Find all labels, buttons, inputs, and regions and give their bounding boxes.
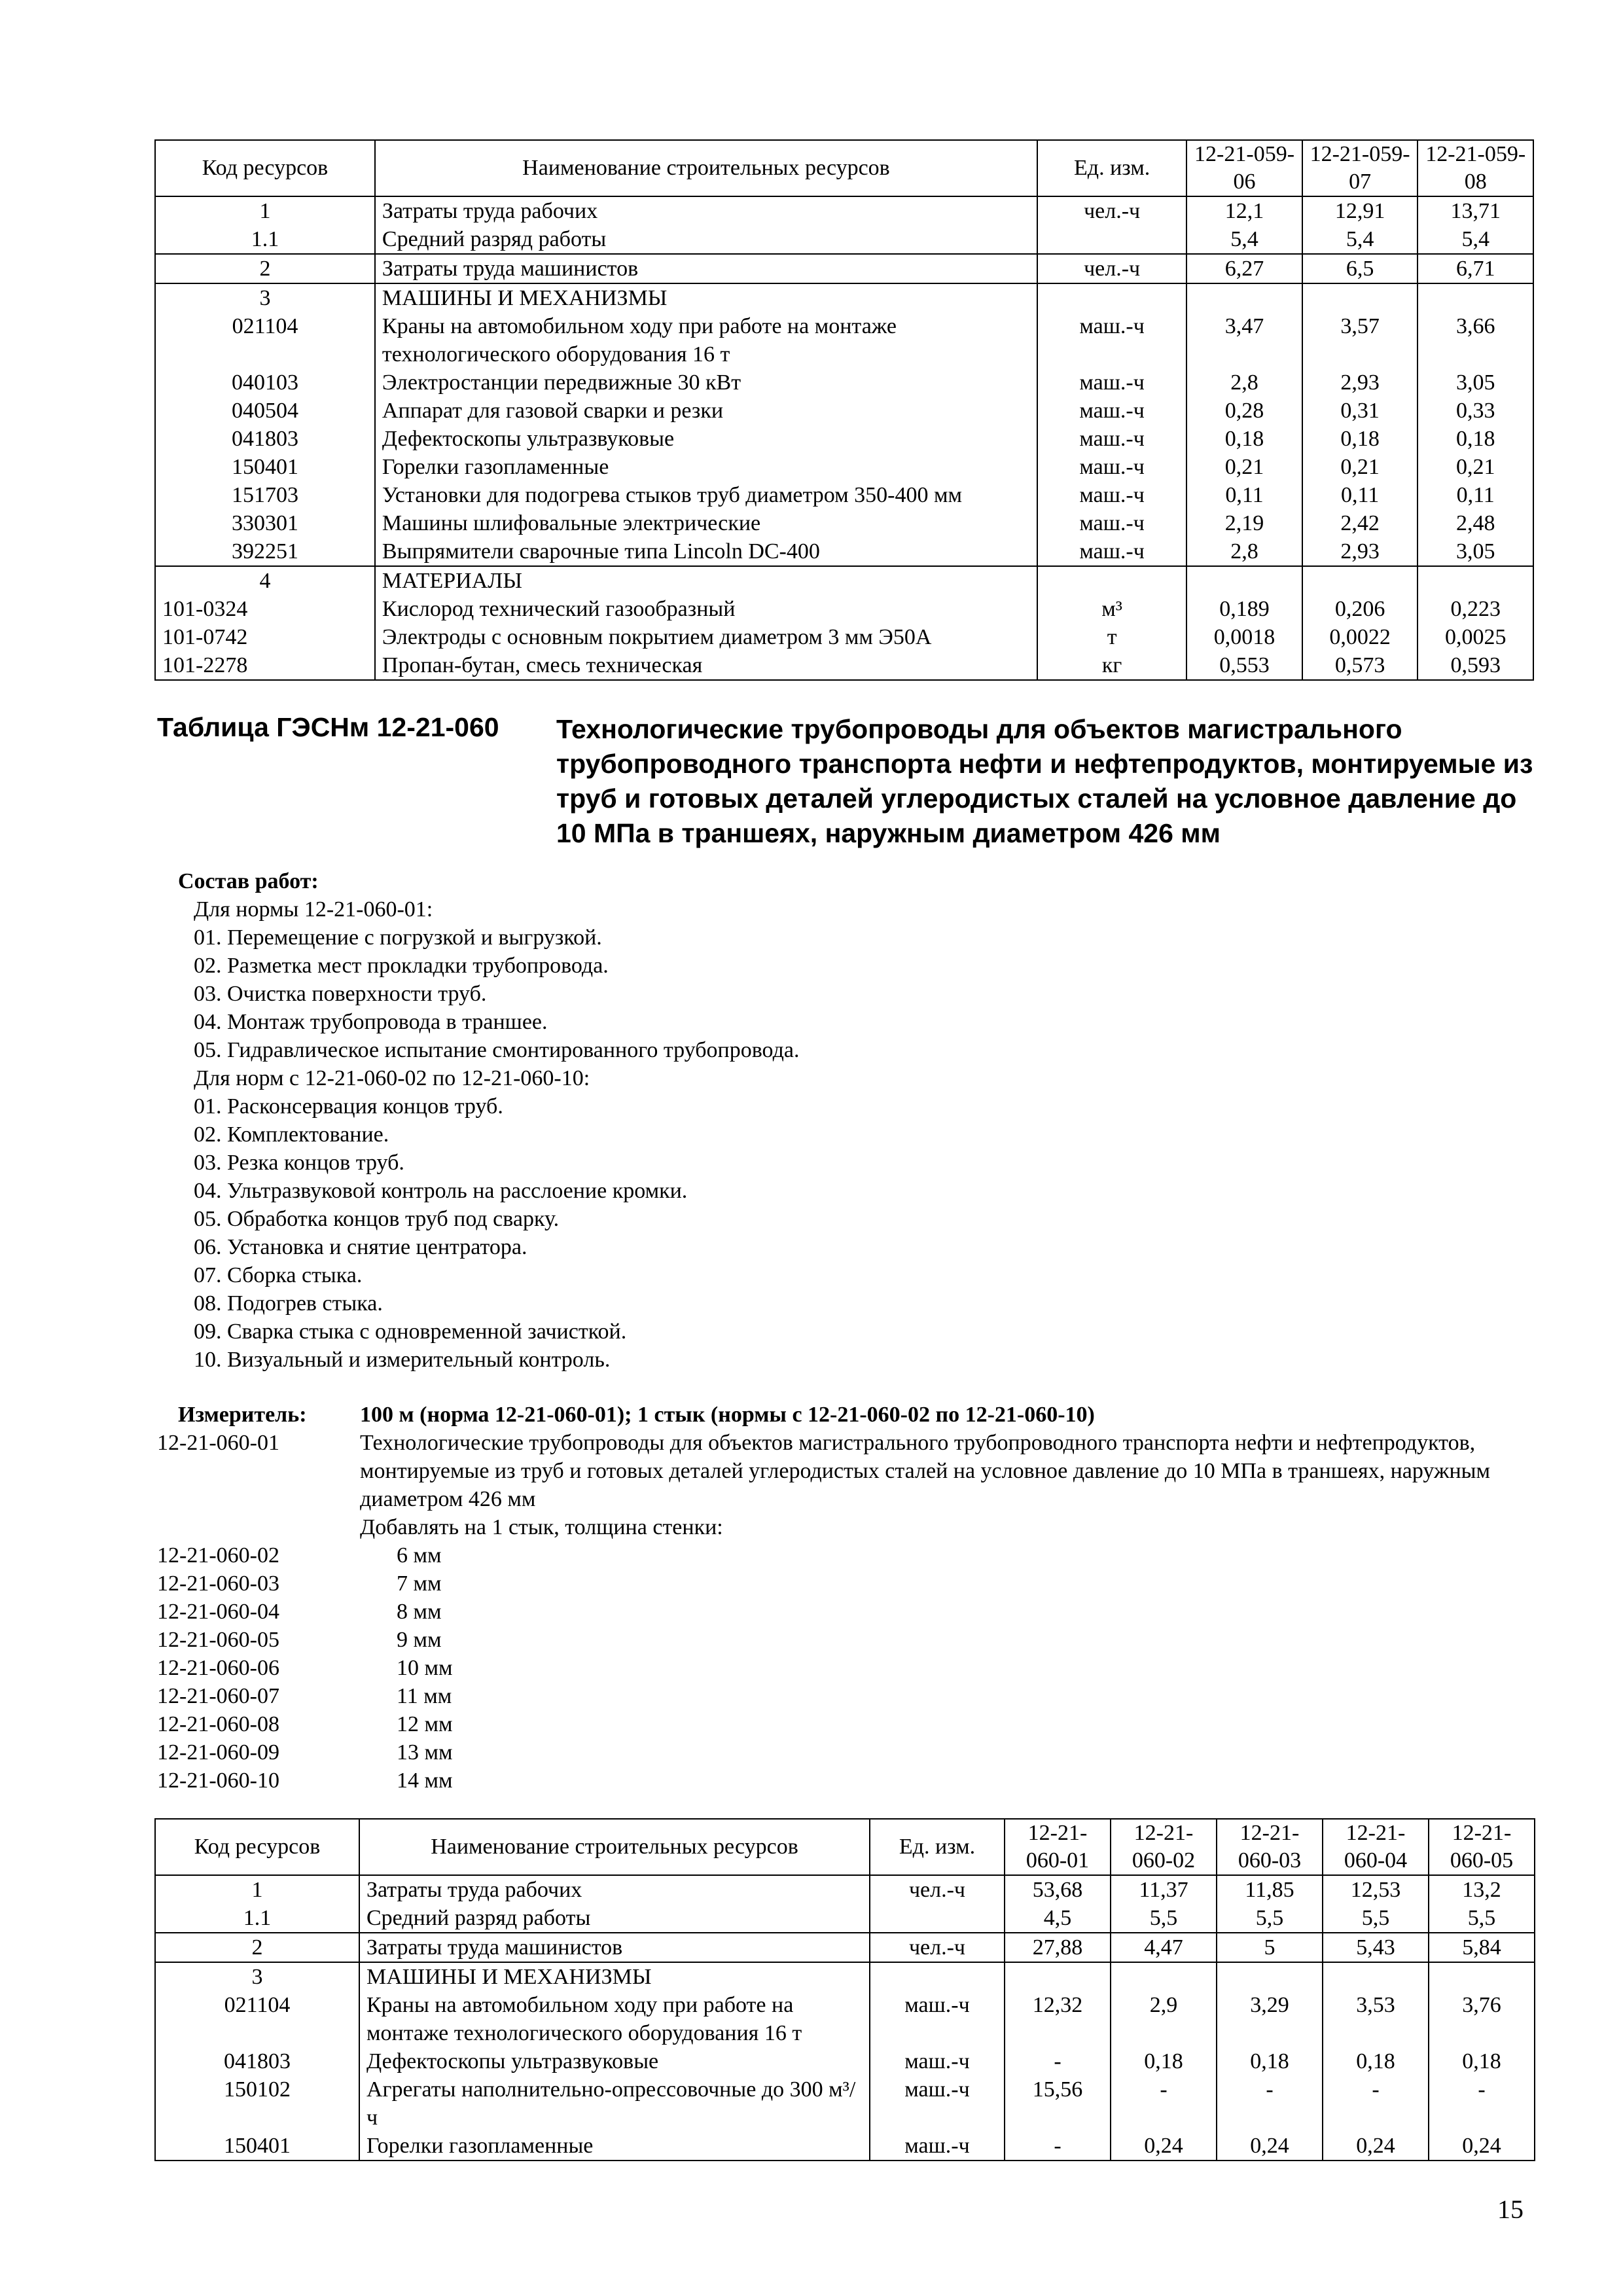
resource-unit: чел.-ч — [1037, 254, 1186, 283]
header-norm: 12-21-059-07 — [1302, 140, 1418, 196]
resource-unit: маш.-ч — [1037, 537, 1186, 566]
resource-code: 150401 — [155, 453, 375, 481]
resource-name: Средний разряд работы — [359, 1904, 870, 1933]
header-unit: Ед. изм. — [1037, 140, 1186, 196]
norm-item-code: 12-21-060-02 — [157, 1543, 279, 1568]
header-norm: 12-21-059-06 — [1186, 140, 1302, 196]
resource-value: 4,5 — [1005, 1904, 1111, 1933]
resource-value: 2,93 — [1302, 537, 1418, 566]
work-line: 05. Обработка концов труб под сварку. — [194, 1207, 560, 1231]
resource-value: 0,21 — [1186, 453, 1302, 481]
resource-value: 0,28 — [1186, 397, 1302, 425]
resource-code: 041803 — [155, 2047, 359, 2075]
table-row — [155, 595, 1533, 623]
work-line: 01. Расконсервация концов труб. — [194, 1094, 503, 1119]
resource-name: Краны на автомобильном ходу при работе на монтаже технологического оборудования 16 т — [375, 312, 1037, 368]
resource-value: - — [1005, 2132, 1111, 2161]
resource-value: 6,71 — [1418, 254, 1533, 283]
norm-item-code: 12-21-060-04 — [157, 1600, 279, 1624]
resource-name: Агрегаты наполнительно-опрессовочные до 300 м³/ч — [359, 2075, 870, 2132]
resource-value: 12,32 — [1005, 1991, 1111, 2047]
resource-value: 3,47 — [1186, 312, 1302, 368]
resource-value: 3,53 — [1323, 1991, 1429, 2047]
resource-value: 0,189 — [1186, 595, 1302, 623]
resource-value: 0,223 — [1418, 595, 1533, 623]
resource-code: 3 — [155, 283, 375, 312]
resource-value: 5,5 — [1217, 1904, 1323, 1933]
resource-code: 101-2278 — [155, 651, 375, 680]
table-row — [155, 1904, 1535, 1933]
resource-value — [1302, 566, 1418, 595]
resource-value: 3,05 — [1418, 537, 1533, 566]
resource-unit: маш.-ч — [1037, 509, 1186, 537]
resource-value: 0,18 — [1302, 425, 1418, 453]
resource-value: 5,4 — [1418, 225, 1533, 254]
table-row — [155, 196, 1533, 225]
resource-value — [1418, 283, 1533, 312]
resource-value: 0,206 — [1302, 595, 1418, 623]
resource-value: 0,18 — [1111, 2047, 1217, 2075]
resources-table-060 — [154, 1818, 1535, 2161]
resource-unit: маш.-ч — [1037, 312, 1186, 368]
header-norm: 12-21-060-05 — [1429, 1819, 1535, 1875]
resource-unit: чел.-ч — [1037, 196, 1186, 225]
resource-value: 2,19 — [1186, 509, 1302, 537]
resource-value: 0,24 — [1217, 2132, 1323, 2161]
work-line: 04. Ультразвуковой контроль на расслоение кромки. — [194, 1179, 688, 1203]
resource-name: Затраты труда рабочих — [375, 196, 1037, 225]
resource-name: Затраты труда машинистов — [359, 1933, 870, 1962]
resource-name: Электростанции передвижные 30 кВт — [375, 368, 1037, 397]
resource-code: 101-0742 — [155, 623, 375, 651]
resource-value: 3,29 — [1217, 1991, 1323, 2047]
resource-name: Установки для подогрева стыков труб диаметром 350-400 мм — [375, 481, 1037, 509]
resource-value: 5,84 — [1429, 1933, 1535, 1962]
resource-name: МАШИНЫ И МЕХАНИЗМЫ — [375, 283, 1037, 312]
resource-value: 3,57 — [1302, 312, 1418, 368]
work-line: Для норм с 12-21-060-02 по 12-21-060-10: — [194, 1066, 590, 1090]
header-norm: 12-21-060-04 — [1323, 1819, 1429, 1875]
resource-value: 12,53 — [1323, 1875, 1429, 1904]
resource-value: 0,33 — [1418, 397, 1533, 425]
work-line: 02. Комплектование. — [194, 1122, 389, 1147]
resource-value — [1418, 566, 1533, 595]
resource-name: Аппарат для газовой сварки и резки — [375, 397, 1037, 425]
resource-code: 392251 — [155, 537, 375, 566]
table-row — [155, 623, 1533, 651]
resource-name: Горелки газопламенные — [359, 2132, 870, 2161]
table-row — [155, 1962, 1535, 1991]
resource-unit: маш.-ч — [870, 2047, 1005, 2075]
table-row — [155, 651, 1533, 680]
resource-code: 1.1 — [155, 1904, 359, 1933]
work-line: 07. Сборка стыка. — [194, 1263, 363, 1287]
resource-value: 11,37 — [1111, 1875, 1217, 1904]
resource-code: 3 — [155, 1962, 359, 1991]
norm-item-code: 12-21-060-08 — [157, 1712, 279, 1736]
resource-name: МАТЕРИАЛЫ — [375, 566, 1037, 595]
resource-value: 5 — [1217, 1933, 1323, 1962]
measure-row — [157, 1401, 1538, 1429]
resource-value: 0,21 — [1418, 453, 1533, 481]
norm-item-thickness: 12 мм — [397, 1712, 453, 1736]
resource-value — [1186, 283, 1302, 312]
resource-value: 0,0018 — [1186, 623, 1302, 651]
work-composition — [178, 867, 799, 1374]
table-header-row — [155, 1819, 1535, 1875]
table-row — [155, 509, 1533, 537]
resource-value: 0,11 — [1186, 481, 1302, 509]
resource-value: 2,93 — [1302, 368, 1418, 397]
resource-value: 15,56 — [1005, 2075, 1111, 2132]
norm-items — [157, 1541, 1538, 1795]
work-composition-heading: Состав работ: — [178, 869, 319, 893]
norm-item-thickness: 14 мм — [397, 1768, 453, 1793]
resource-code: 040103 — [155, 368, 375, 397]
resource-value — [1005, 1962, 1111, 1991]
table-row — [155, 225, 1533, 254]
resource-value: - — [1005, 2047, 1111, 2075]
resource-name: Краны на автомобильном ходу при работе на монтаже технологического оборудования 16 т — [359, 1991, 870, 2047]
table-row — [155, 425, 1533, 453]
work-line: 05. Гидравлическое испытание смонтированного трубопровода. — [194, 1038, 800, 1062]
header-code: Код ресурсов — [155, 1819, 359, 1875]
resource-value: 13,2 — [1429, 1875, 1535, 1904]
table-row — [155, 2132, 1535, 2161]
norm-item-row — [157, 1682, 1538, 1710]
resource-unit: маш.-ч — [1037, 397, 1186, 425]
resource-unit: чел.-ч — [870, 1875, 1005, 1904]
table-row — [155, 453, 1533, 481]
resource-code: 040504 — [155, 397, 375, 425]
norm-item-thickness: 13 мм — [397, 1740, 453, 1765]
resource-value: 0,24 — [1111, 2132, 1217, 2161]
resource-value: 3,05 — [1418, 368, 1533, 397]
resource-value: 0,11 — [1418, 481, 1533, 509]
norm-item-row — [157, 1767, 1538, 1795]
resource-name: Кислород технический газообразный — [375, 595, 1037, 623]
resource-unit: маш.-ч — [1037, 368, 1186, 397]
table-row — [155, 283, 1533, 312]
resource-value: 0,24 — [1323, 2132, 1429, 2161]
resource-unit: маш.-ч — [870, 2075, 1005, 2132]
resource-code: 1.1 — [155, 225, 375, 254]
resource-name: МАШИНЫ И МЕХАНИЗМЫ — [359, 1962, 870, 1991]
resource-name: Выпрямители сварочные типа Lincoln DC-400 — [375, 537, 1037, 566]
table-row — [155, 397, 1533, 425]
table-row — [155, 566, 1533, 595]
resource-value: 2,9 — [1111, 1991, 1217, 2047]
resource-value: 0,593 — [1418, 651, 1533, 680]
table-row — [155, 481, 1533, 509]
resource-value: 4,47 — [1111, 1933, 1217, 1962]
measure-label: Измеритель: — [178, 1403, 307, 1427]
norm-code: 12-21-060-01 — [157, 1431, 279, 1455]
resource-code: 021104 — [155, 1991, 359, 2047]
resource-value: 5,4 — [1186, 225, 1302, 254]
table-header-row — [155, 140, 1533, 196]
resource-value: 0,553 — [1186, 651, 1302, 680]
resource-value — [1323, 1962, 1429, 1991]
norm-item-row — [157, 1541, 1538, 1570]
resource-value: 13,71 — [1418, 196, 1533, 225]
work-line: Для нормы 12-21-060-01: — [194, 897, 433, 922]
norm-item-row — [157, 1570, 1538, 1598]
resource-code: 1 — [155, 1875, 359, 1904]
table-title-text: Технологические трубопроводы для объектов магистрального трубопроводного транспорта нефти и нефтепродуктов, монтируемые из труб и готовых деталей углеродистых сталей на условное давление до 10 МПа в траншеях, наружным диаметром 426 мм — [556, 714, 1533, 848]
resource-value — [1111, 1962, 1217, 1991]
resource-name: Пропан-бутан, смесь техническая — [375, 651, 1037, 680]
table-row — [155, 1875, 1535, 1904]
norm-item-code: 12-21-060-10 — [157, 1768, 279, 1793]
norm-item-thickness: 10 мм — [397, 1656, 453, 1680]
resource-value: 2,8 — [1186, 537, 1302, 566]
resource-unit: маш.-ч — [1037, 453, 1186, 481]
resources-table-059 — [154, 139, 1534, 681]
resource-unit: маш.-ч — [870, 1991, 1005, 2047]
resource-value — [1217, 1962, 1323, 1991]
resource-value: 3,66 — [1418, 312, 1533, 368]
table-row — [155, 1933, 1535, 1962]
norm-row — [157, 1429, 1538, 1541]
resource-value: - — [1111, 2075, 1217, 2132]
resource-value: 0,18 — [1186, 425, 1302, 453]
resource-value: - — [1323, 2075, 1429, 2132]
resource-unit: маш.-ч — [1037, 481, 1186, 509]
norm-item-code: 12-21-060-06 — [157, 1656, 279, 1680]
resource-value: 2,42 — [1302, 509, 1418, 537]
page-number: 15 — [1497, 2195, 1524, 2224]
resource-unit: кг — [1037, 651, 1186, 680]
resource-value: 5,5 — [1323, 1904, 1429, 1933]
resource-value: 2,8 — [1186, 368, 1302, 397]
resource-value: - — [1429, 2075, 1535, 2132]
resource-value: 6,5 — [1302, 254, 1418, 283]
resource-code: 330301 — [155, 509, 375, 537]
resource-value: 0,31 — [1302, 397, 1418, 425]
work-line: 06. Установка и снятие центратора. — [194, 1235, 527, 1259]
resource-name: Электроды с основным покрытием диаметром 3 мм Э50А — [375, 623, 1037, 651]
resource-value — [1429, 1962, 1535, 1991]
resource-value: 6,27 — [1186, 254, 1302, 283]
resource-value: 0,24 — [1429, 2132, 1535, 2161]
header-code: Код ресурсов — [155, 140, 375, 196]
resource-value: 11,85 — [1217, 1875, 1323, 1904]
resource-value: 5,43 — [1323, 1933, 1429, 1962]
resource-unit — [1037, 225, 1186, 254]
resource-value: 5,5 — [1111, 1904, 1217, 1933]
norm-description: Технологические трубопроводы для объектов магистрального трубопроводного транспорта нефти и нефтепродуктов, монтируемые из труб и готовых деталей углеродистых сталей на условное давление до 10 МПа в траншеях, наружным диаметром 426 мм — [360, 1431, 1491, 1511]
resource-unit: чел.-ч — [870, 1933, 1005, 1962]
resource-code: 101-0324 — [155, 595, 375, 623]
resource-unit: маш.-ч — [1037, 425, 1186, 453]
norm-item-thickness: 7 мм — [397, 1571, 442, 1596]
work-line: 04. Монтаж трубопровода в траншее. — [194, 1010, 548, 1034]
work-line: 03. Резка концов труб. — [194, 1151, 404, 1175]
resource-value — [1302, 283, 1418, 312]
table-row — [155, 312, 1533, 368]
resource-unit: т — [1037, 623, 1186, 651]
table-row — [155, 368, 1533, 397]
norm-item-row — [157, 1710, 1538, 1738]
resource-code: 150102 — [155, 2075, 359, 2132]
work-line: 09. Сварка стыка с одновременной зачисткой. — [194, 1319, 627, 1344]
header-norm: 12-21-060-01 — [1005, 1819, 1111, 1875]
norm-item-code: 12-21-060-09 — [157, 1740, 279, 1765]
resource-code: 021104 — [155, 312, 375, 368]
resource-unit — [1037, 283, 1186, 312]
header-name: Наименование строительных ресурсов — [375, 140, 1037, 196]
resource-value: 0,0025 — [1418, 623, 1533, 651]
header-norm: 12-21-060-03 — [1217, 1819, 1323, 1875]
resource-name: Дефектоскопы ультразвуковые — [375, 425, 1037, 453]
resource-value: 27,88 — [1005, 1933, 1111, 1962]
resource-value: 0,18 — [1217, 2047, 1323, 2075]
resource-code: 151703 — [155, 481, 375, 509]
work-line: 10. Визуальный и измерительный контроль. — [194, 1348, 611, 1372]
resource-code: 2 — [155, 254, 375, 283]
resource-name: Средний разряд работы — [375, 225, 1037, 254]
norm-item-code: 12-21-060-07 — [157, 1684, 279, 1708]
resource-value: 0,11 — [1302, 481, 1418, 509]
resource-value: 12,91 — [1302, 196, 1418, 225]
resource-value: 5,4 — [1302, 225, 1418, 254]
resource-value: 0,21 — [1302, 453, 1418, 481]
resource-unit: маш.-ч — [870, 2132, 1005, 2161]
header-name: Наименование строительных ресурсов — [359, 1819, 870, 1875]
resource-name: Машины шлифовальные электрические — [375, 509, 1037, 537]
resource-value: - — [1217, 2075, 1323, 2132]
work-line: 03. Очистка поверхности труб. — [194, 982, 487, 1006]
resource-unit — [870, 1904, 1005, 1933]
norm-item-row — [157, 1654, 1538, 1682]
norm-item-row — [157, 1738, 1538, 1767]
table-row — [155, 2047, 1535, 2075]
resource-unit: м³ — [1037, 595, 1186, 623]
resource-value: 0,0022 — [1302, 623, 1418, 651]
resource-name: Затраты труда рабочих — [359, 1875, 870, 1904]
norm-item-code: 12-21-060-05 — [157, 1628, 279, 1652]
measure-value: 100 м (норма 12-21-060-01); 1 стык (нормы с 12-21-060-02 по 12-21-060-10) — [360, 1403, 1095, 1427]
resource-code: 150401 — [155, 2132, 359, 2161]
table-row — [155, 537, 1533, 566]
resource-value: 0,573 — [1302, 651, 1418, 680]
norm-item-row — [157, 1598, 1538, 1626]
norm-item-thickness: 6 мм — [397, 1543, 442, 1568]
resource-value: 0,18 — [1418, 425, 1533, 453]
measure-section — [157, 1401, 1538, 1795]
resource-value: 0,18 — [1429, 2047, 1535, 2075]
resource-name: Дефектоскопы ультразвуковые — [359, 2047, 870, 2075]
header-norm: 12-21-059-08 — [1418, 140, 1533, 196]
resource-value: 5,5 — [1429, 1904, 1535, 1933]
resource-code: 2 — [155, 1933, 359, 1962]
resource-value: 3,76 — [1429, 1991, 1535, 2047]
norm-item-thickness: 11 мм — [397, 1684, 452, 1708]
table-row — [155, 1991, 1535, 2047]
header-unit: Ед. изм. — [870, 1819, 1005, 1875]
table-row — [155, 2075, 1535, 2132]
resource-value: 0,18 — [1323, 2047, 1429, 2075]
resource-name: Горелки газопламенные — [375, 453, 1037, 481]
resource-code: 1 — [155, 196, 375, 225]
norm-add-text: Добавлять на 1 стык, толщина стенки: — [360, 1515, 723, 1539]
resource-value: 2,48 — [1418, 509, 1533, 537]
resource-unit — [1037, 566, 1186, 595]
resource-code: 041803 — [155, 425, 375, 453]
resource-unit — [870, 1962, 1005, 1991]
norm-item-thickness: 9 мм — [397, 1628, 442, 1652]
resource-value — [1186, 566, 1302, 595]
resource-name: Затраты труда машинистов — [375, 254, 1037, 283]
work-line: 02. Разметка мест прокладки трубопровода. — [194, 954, 609, 978]
resource-value: 53,68 — [1005, 1875, 1111, 1904]
table-row — [155, 254, 1533, 283]
resource-value: 12,1 — [1186, 196, 1302, 225]
work-line: 01. Перемещение с погрузкой и выгрузкой. — [194, 925, 602, 950]
norm-item-code: 12-21-060-03 — [157, 1571, 279, 1596]
work-line: 08. Подогрев стыка. — [194, 1291, 383, 1316]
resource-code: 4 — [155, 566, 375, 595]
header-norm: 12-21-060-02 — [1111, 1819, 1217, 1875]
table-title-label: Таблица ГЭСНм 12-21-060 — [157, 712, 499, 742]
norm-item-row — [157, 1626, 1538, 1654]
norm-item-thickness: 8 мм — [397, 1600, 442, 1624]
